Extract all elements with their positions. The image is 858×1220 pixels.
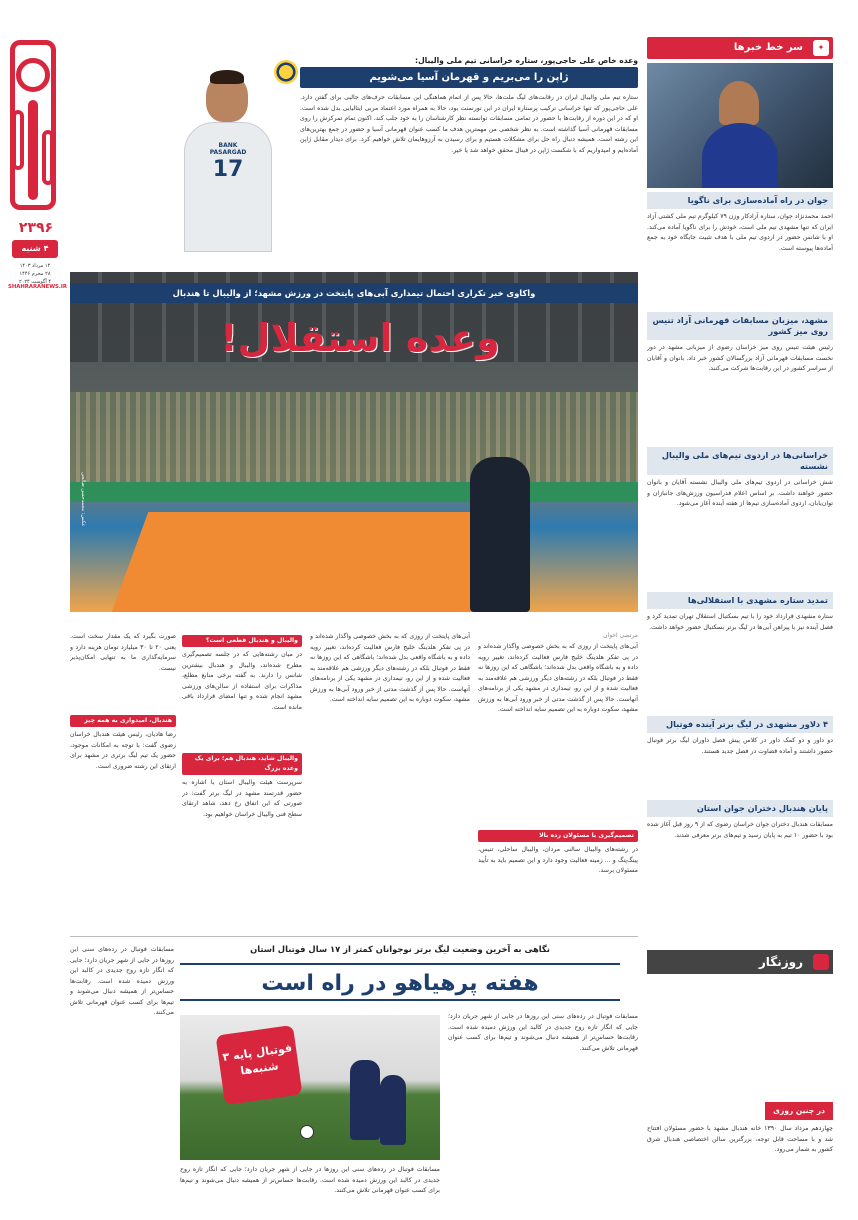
feature-column-1 [478, 632, 638, 932]
photo-credit: عکس: محمدحسن صالحی [80, 472, 86, 527]
feature-continued: آبی‌های پایتخت از روزی که به بخش خصوصی واگذار شده‌اند و در پی تفکر هلدینگ خلیج فارس فعالیت کرده‌اند، تغییر رویه داده و به باشگاه واقعی بدل شده‌اند؛ باشگاهی که این روزها نه فقط در فوتبال بلکه در رشته‌های دیگر ورزشی هم علاقه‌مند به فعالیت شده و از این رو، تیمداری در مشهد یکی از برنامه‌های آنهاست. حالا پس از گذشت مدتی از خبر ورود آبی‌ها به ورزش مشهد، سکوت دوباره به این تصمیم سایه انداخته است. [310, 633, 470, 703]
weekday-badge: ۴ شنبه [12, 240, 58, 258]
wrestler-photo [647, 63, 833, 188]
date-hijri: ۲۸ محرم ۱۴۴۶ [19, 271, 51, 277]
lead-body: ستاره تیم ملی والیبال ایران در رقابت‌های لیگ ملت‌ها، حالا پس از اتمام هماهنگی این مسابقات حرف‌های جالبی برای گفتن دارد. علی حاجی‌پور که تنها خراسانی ترکیب پرستاره ایران در این تورنمنت بود، حالا به همراه مورد اعتماد مربی ایتالیایی بدل شده است. او که در این دوره از رقابت‌ها با حضور در تمامی مسابقات توانسته نظر کارشناسان را به خود جلب کند، اکنون تمام تمرکزش را روی مسابقات قهرمانی آسیا گذاشته است. به نظر شخصی من مهمترین هدف ما کسب عنوان قهرمانی آسیا و حضور در جمع بهترین‌های این رشته است. همیشه دنبال راه حل برای مشکلات هستیم و برای رسیدن به آرزوهایمان تلاش خواهیم کرد. برای دیدار مقابل ژاپن آماده‌ایم و امیدواریم که با شکست ژاپن در فینال محقق خواهد شد یا خیر. [300, 94, 638, 154]
feature-column-4 [70, 632, 176, 932]
section-text: رضا هادیان، رئیس هیئت هندبال خراسان رضوی گفت: با توجه به امکانات موجود، حضور یک تیم لیگ برتری در مشهد برای ارتقای این رشته ضروری است. [70, 731, 176, 770]
section-text: صورت بگیرد که یک مقدار سخت است. یعنی ۲۰ تا ۳۰ میلیارد تومان هزینه دارد و سرمایه‌گذاری ما به تنهایی امکان‌پذیر نیست. [70, 633, 176, 672]
sidebar-item-title[interactable]: خراسانی‌ها در اردوی تیم‌های ملی والیبال نشسته [647, 447, 833, 475]
author-name: مرتضی اخوان [603, 632, 638, 639]
lead-kicker: وعده خاص علی حاجی‌پور، ستاره خراسانی تیم ملی والیبال: [415, 56, 638, 65]
section-text: سرپرست هیئت والیبال استان با اشاره به حضور قدرتمند مشهد در لیگ برتر گفت: در صورتی که این اتفاق رخ دهد، شاهد ارتقای سطح فنی والیبال خراسان خواهیم بود. [182, 779, 302, 818]
sidebar-item-text: احمد محمدنژاد جوان، ستاره آزادکار وزن ۷۹ کیلوگرم تیم ملی کشتی آزاد ایران که تنها مشهدی تیم ملی است، خودش را برای ناگویا آماده می‌کند. او با شانس حضور در اردوی تیم ملی با هدف تثبیت جایگاه خود به جمع آماده‌ها پیوسته است. [647, 213, 833, 252]
news-sidebar [647, 37, 833, 1217]
sidebar-item-text: دو داور و دو کمک داور در کلاس پیش فصل داوران لیگ برتر فوتبال حضور داشتند و آماده قضاوت در فصل جدید هستند. [647, 737, 833, 755]
masthead [8, 40, 67, 290]
youth-sidebar-text: مسابقات فوتبال در رده‌های سنی این روزها در جایی از شهر جریان دارد؛ جایی که انگار تازه روح جدیدی در کالبد این ورزش دمیده شده است. رقابت‌ها حساس‌تر از همیشه دنبال می‌شوند و تیم‌ها برای کسب عنوان قهرمانی تلاش می‌کنند. [70, 946, 174, 1016]
jersey-number: 17 [212, 157, 244, 182]
newspaper-logo [8, 40, 60, 215]
calendar-icon [813, 954, 829, 970]
section-head: تصمیم‌گیری با مسئولان رده بالا [478, 830, 638, 842]
youth-title[interactable]: هفته پرهیاهو در راه است [180, 963, 620, 1001]
section-head: هندبال، امیدواری به همه چیز [70, 715, 176, 727]
sidebar-item-text: مسابقات هندبال دختران جوان خراسان رضوی که از ۹ روز قبل آغاز شده بود با حضور ۱۰ تیم به پایان رسید و تیم‌های برتر معرفی شدند. [647, 821, 833, 839]
sidebar-item-title[interactable]: ۴ دلاور مشهدی در لیگ برتر آینده فوتبال [647, 716, 833, 733]
jersey-sponsor: BANK PASARGAD [209, 142, 247, 156]
player-photo [166, 52, 296, 252]
youth-text: مسابقات فوتبال در رده‌های سنی این روزها در جایی از شهر جریان دارد؛ جایی که انگار تازه روح جدیدی در کالبد این ورزش دمیده شده است. رقابت‌ها حساس‌تر از همیشه دنبال می‌شوند و تیم‌ها برای کسب عنوان قهرمانی تلاش می‌کنند. [448, 1013, 638, 1052]
feature-intro: آبی‌های پایتخت از روزی که به بخش خصوصی واگذار شده‌اند و در پی تفکر هلدینگ خلیج فارس فعالیت کرده‌اند، تغییر رویه داده و به باشگاه واقعی بدل شده‌اند؛ باشگاهی که این روزها نه فقط در فوتبال بلکه در رشته‌های دیگر ورزشی هم علاقه‌مند به فعالیت شده و از این رو، تیمداری در مشهد یکی از برنامه‌های آنهاست. حالا پس از گذشت مدتی از خبر ورود آبی‌ها به ورزش مشهد، سکوت دوباره به این تصمیم سایه انداخته است. [478, 643, 638, 713]
feature-kicker: واکاوی خبر تکراری احتمال تیمداری آبی‌های پایتخت در ورزش مشهد؛ از والیبال تا هندبال [70, 283, 638, 303]
divider [70, 936, 638, 937]
feature-column-3 [182, 632, 302, 932]
youth-badge: فوتبال پایه ۳ شنبه‌ها [216, 1025, 303, 1105]
sidebar-item-title[interactable]: جوان در راه آماده‌سازی برای ناگویا [647, 192, 833, 209]
sidebar-item-title[interactable]: پایان هندبال دختران جوان استان [647, 800, 833, 817]
sidebar-item-text: رئیس هیئت تنیس روی میز خراسان رضوی از میزبانی مشهد در دور نخست مسابقات قهرمانی آزاد بزرگسالان کشور خبر داد. بانوان و آقایان از سراسر کشور در این رقابت‌ها شرکت می‌کنند. [647, 344, 833, 372]
rooznegar-header [647, 950, 833, 974]
youth-kicker: نگاهی به آخرین وضعیت لیگ برتر نوجوانان کمتر از ۱۷ سال فوتبال استان [250, 944, 550, 954]
volleyball-icon [274, 60, 298, 84]
feature-column-2 [310, 632, 470, 932]
sidebar-item-text: ستاره مشهدی قرارداد خود را با تیم بسکتبال استقلال تهران تمدید کرد و فصل آینده نیز با پیراهن آبی‌ها در لیگ برتر بسکتبال حضور خواهد داشت. [647, 613, 833, 631]
sidebar-header [647, 37, 833, 59]
date-gregorian: ۴ آگوست ۲۰۲۴ [18, 279, 52, 285]
section-text: در میان رشته‌هایی که در جلسه تصمیم‌گیری مطرح شده‌اند، والیبال و هندبال بیشترین شانس را دارند. به گفته برخی منابع مطلع، مذاکرات برای استفاده از سالن‌های ورزشی مشهد انجام شده و تنها امضای قرارداد باقی مانده است. [182, 651, 302, 711]
sidebar-header-label: سر خط خبرها [733, 42, 803, 53]
section-head: والیبال و هندبال قطعی است؟ [182, 635, 302, 647]
rooznegar-label: روزنگار [758, 955, 803, 969]
news-icon: ✦ [813, 40, 829, 56]
football-icon [300, 1125, 314, 1139]
rooznegar-text: چهاردهم مرداد سال ۱۳۹۰ خانه هندبال مشهد با حضور مسئولان افتتاح شد و با مساحت قابل توجه، بزرگترین سالن اختصاصی هندبال شرق کشور به شمار می‌رود. [647, 1125, 833, 1153]
website-link[interactable]: SHAHRARANEWS.IR [8, 284, 67, 290]
section-text: در رشته‌های والیبال سالنی مردان، والیبال ساحلی، تنیس، پینگ‌پنگ و ... زمینه فعالیت وجود دارد و این تصمیم باید به تأیید مسئولان برسد. [478, 846, 638, 874]
youth-text-continued: مسابقات فوتبال در رده‌های سنی این روزها در جایی از شهر جریان دارد؛ جایی که انگار تازه روح جدیدی در کالبد این ورزش دمیده شده است. رقابت‌ها حساس‌تر از همیشه دنبال می‌شوند و تیم‌ها برای کسب عنوان قهرمانی تلاش می‌کنند. [180, 1166, 440, 1194]
lead-headline[interactable]: ژاپن را می‌بریم و قهرمان آسیا می‌شویم [300, 67, 638, 88]
date-persian: ۱۴ مرداد ۱۴۰۳ [19, 263, 51, 269]
feature-title[interactable]: وعده استقلال! [220, 316, 500, 360]
issue-number: ۲۳۹۶ [18, 220, 54, 236]
sidebar-item-title[interactable]: مشهد، میزبان مسابقات قهرمانی آزاد تنیس روی میز کشور [647, 312, 833, 340]
sidebar-item-title[interactable]: تمدید ستاره مشهدی با استقلالی‌ها [647, 592, 833, 609]
section-head: والیبال شاید، هندبال هم؛ برای یک وعده بزرگ [182, 753, 302, 775]
sidebar-item-text: شش خراسانی در اردوی تیم‌های ملی والیبال نشسته آقایان و بانوان حضور خواهند داشت. بر اساس اعلام فدراسیون ورزش‌های جانبازان و توان‌یابان، اردوی آماده‌سازی تیم‌ها از هفته آینده آغاز می‌شود. [647, 479, 833, 507]
on-this-day-badge: در چنین روزی [765, 1102, 833, 1120]
issue-dates [12, 262, 58, 286]
